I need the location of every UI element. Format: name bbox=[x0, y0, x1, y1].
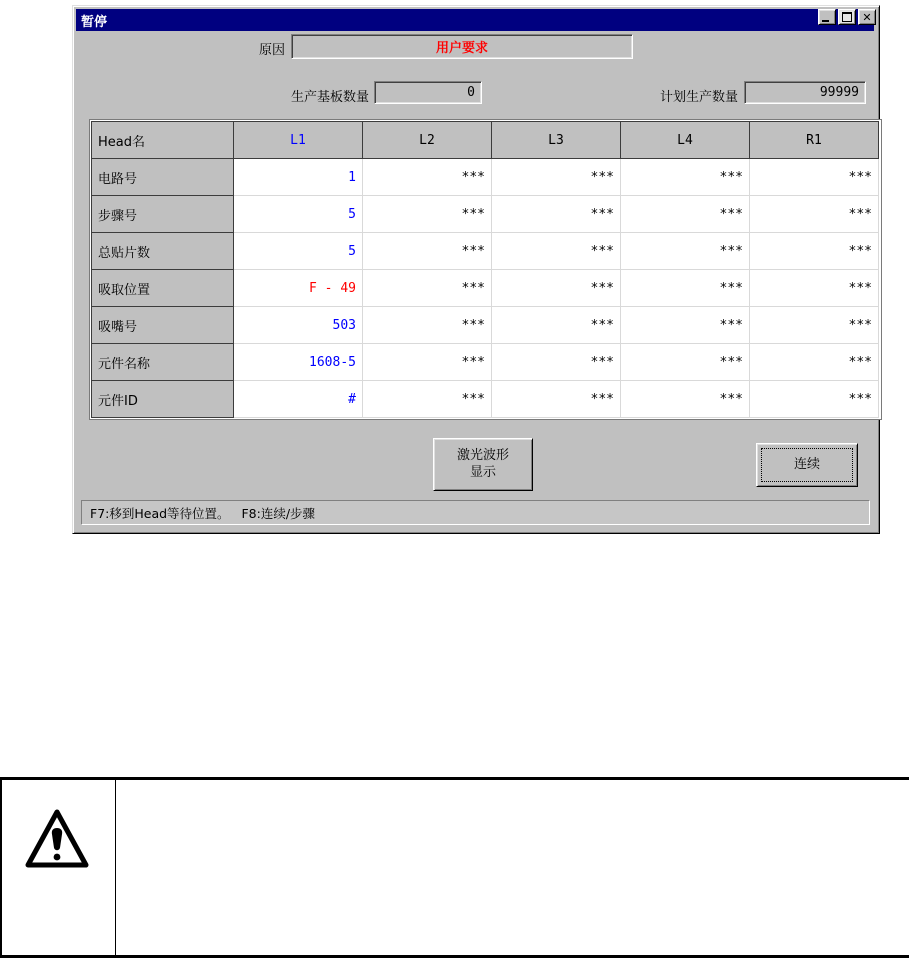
cell: *** bbox=[750, 159, 879, 196]
row-label: 电路号 bbox=[92, 159, 234, 196]
minimize-button[interactable] bbox=[818, 9, 836, 25]
cell: *** bbox=[492, 270, 621, 307]
cell: *** bbox=[492, 307, 621, 344]
cell: *** bbox=[492, 381, 621, 418]
table-row bbox=[92, 307, 879, 344]
row-label: 总贴片数 bbox=[92, 233, 234, 270]
row-label: 吸取位置 bbox=[92, 270, 234, 307]
continue-label: 连续 bbox=[793, 456, 820, 472]
cell: *** bbox=[363, 196, 492, 233]
cell: *** bbox=[621, 196, 750, 233]
cell: *** bbox=[750, 307, 879, 344]
laser-waveform-label-line2: 显示 bbox=[469, 464, 496, 480]
status-bar-text: F7:移到Head等待位置。 F8:连续/步骤 bbox=[90, 505, 316, 521]
cell: *** bbox=[492, 159, 621, 196]
produced-boards-label: 生产基板数量 bbox=[290, 90, 369, 105]
row-label: 元件名称 bbox=[92, 344, 234, 381]
planned-quantity-label: 计划生产数量 bbox=[659, 90, 738, 105]
cell: 1 bbox=[234, 159, 363, 196]
row-label: 步骤号 bbox=[92, 196, 234, 233]
table-row bbox=[92, 344, 879, 381]
cell: *** bbox=[750, 196, 879, 233]
cell: *** bbox=[492, 233, 621, 270]
cell: *** bbox=[363, 270, 492, 307]
grid-corner-label: Head名 bbox=[92, 122, 234, 159]
maximize-button[interactable] bbox=[838, 9, 856, 25]
cell: *** bbox=[621, 159, 750, 196]
reason-value: 用户要求 bbox=[435, 41, 488, 56]
table-row bbox=[92, 196, 879, 233]
window-controls bbox=[818, 9, 876, 25]
titlebar[interactable] bbox=[76, 9, 874, 31]
cell: 503 bbox=[234, 307, 363, 344]
cell: *** bbox=[621, 270, 750, 307]
pause-dialog bbox=[72, 5, 880, 534]
maximize-icon bbox=[842, 12, 852, 22]
column-header-l3: L3 bbox=[492, 122, 621, 159]
cell: *** bbox=[621, 233, 750, 270]
cell: *** bbox=[363, 381, 492, 418]
cell: *** bbox=[750, 381, 879, 418]
column-header-r1: R1 bbox=[750, 122, 879, 159]
produced-boards-value: 0 bbox=[467, 85, 475, 100]
warning-callout-box bbox=[0, 777, 909, 958]
cell: *** bbox=[750, 344, 879, 381]
table-header-row bbox=[92, 122, 879, 159]
reason-field[interactable] bbox=[291, 34, 633, 59]
cell: *** bbox=[363, 159, 492, 196]
cell: *** bbox=[750, 233, 879, 270]
table-row bbox=[92, 233, 879, 270]
window-title: 暂停 bbox=[81, 14, 108, 30]
minimize-icon bbox=[822, 20, 829, 22]
continue-button[interactable] bbox=[756, 443, 858, 487]
cell: 5 bbox=[234, 196, 363, 233]
close-icon: ✕ bbox=[862, 10, 872, 24]
produced-boards-field[interactable] bbox=[374, 81, 482, 104]
warning-icon bbox=[23, 807, 91, 871]
callout-divider bbox=[115, 780, 116, 955]
column-header-l2: L2 bbox=[363, 122, 492, 159]
cell: 5 bbox=[234, 233, 363, 270]
cell: F - 49 bbox=[234, 270, 363, 307]
table-row bbox=[92, 381, 879, 418]
laser-waveform-label-line1: 激光波形 bbox=[456, 448, 509, 464]
cell: *** bbox=[621, 307, 750, 344]
row-label: 吸嘴号 bbox=[92, 307, 234, 344]
cell: *** bbox=[492, 344, 621, 381]
table-row bbox=[92, 159, 879, 196]
planned-quantity-field[interactable] bbox=[744, 81, 866, 104]
cell: *** bbox=[621, 381, 750, 418]
cell: *** bbox=[621, 344, 750, 381]
cell: *** bbox=[363, 233, 492, 270]
head-status-grid bbox=[89, 119, 882, 420]
laser-waveform-button[interactable] bbox=[433, 438, 533, 491]
status-bar bbox=[81, 500, 870, 525]
reason-label: 原因 bbox=[258, 43, 285, 58]
cell: *** bbox=[492, 196, 621, 233]
column-header-l4: L4 bbox=[621, 122, 750, 159]
close-button[interactable] bbox=[858, 9, 876, 25]
cell: *** bbox=[750, 270, 879, 307]
column-header-l1: L1 bbox=[234, 122, 363, 159]
cell: *** bbox=[363, 307, 492, 344]
cell: # bbox=[234, 381, 363, 418]
planned-quantity-value: 99999 bbox=[819, 85, 859, 100]
table-row bbox=[92, 270, 879, 307]
row-label: 元件ID bbox=[92, 381, 234, 418]
cell: *** bbox=[363, 344, 492, 381]
cell: 1608-5 bbox=[234, 344, 363, 381]
